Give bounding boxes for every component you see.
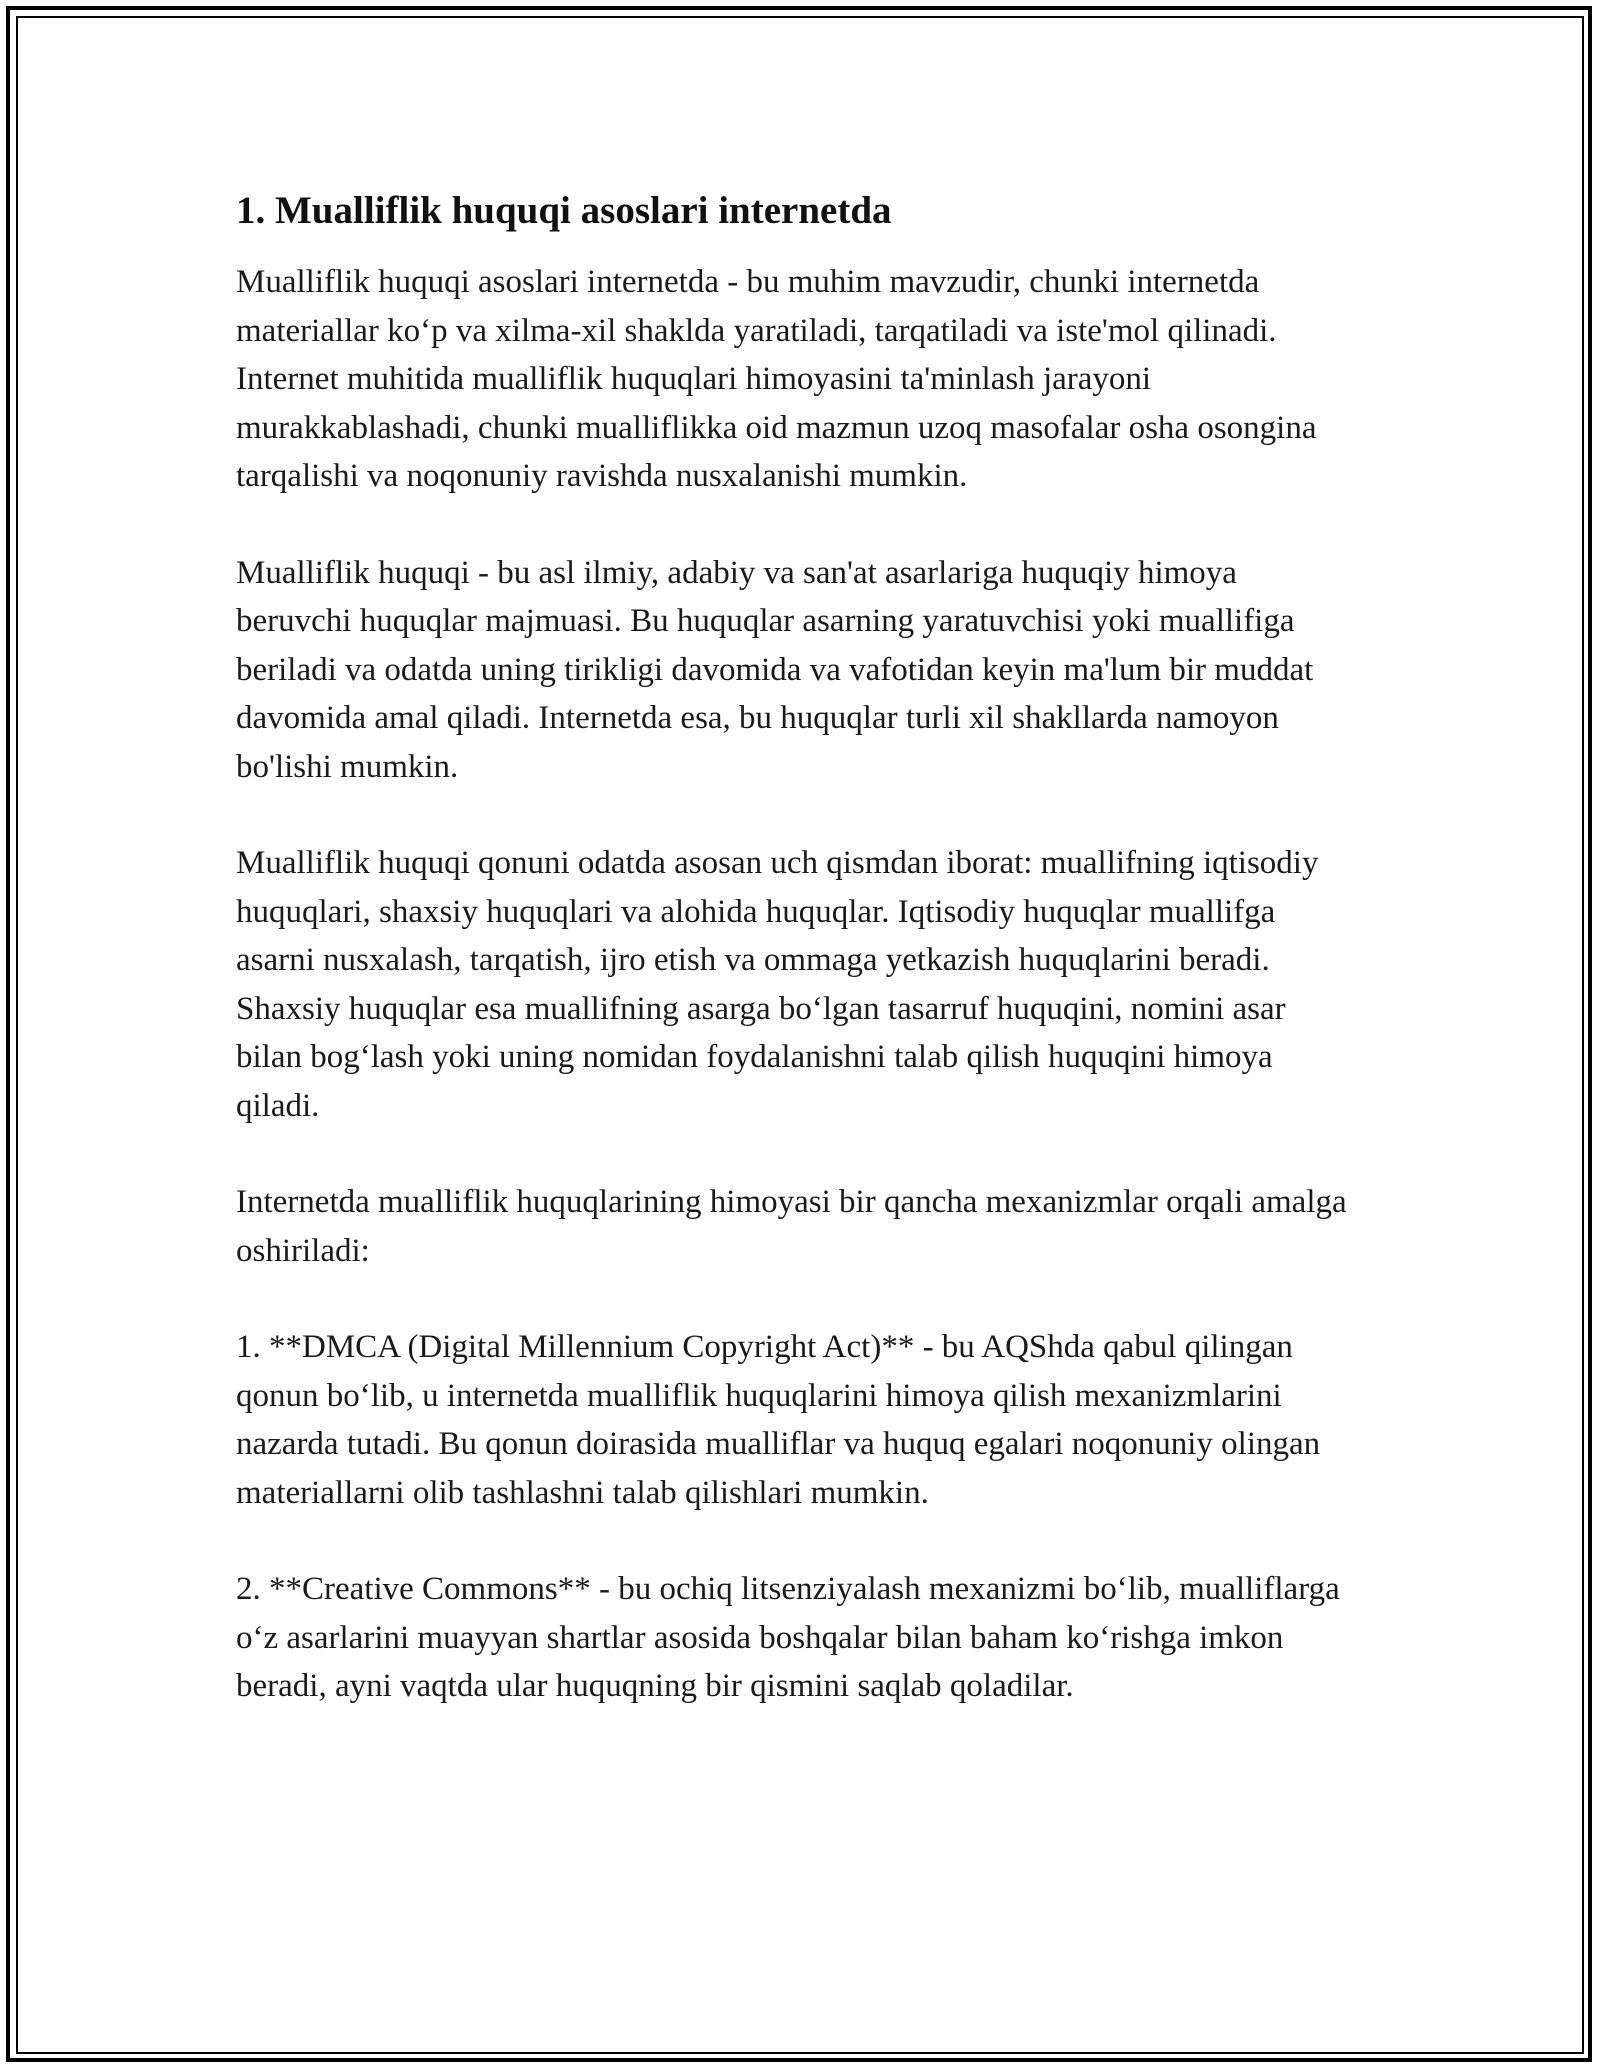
section-heading: 1. Mualliflik huquqi asoslari internetda [236, 189, 892, 232]
list-item-creative-commons: 2. **Creative Commons** - bu ochiq litsenziyalash mexanizmi bo‘lib, mualliflarga o‘z asarlarini muayyan shartlar asosida boshqalar bilan baham ko‘rishga imkon beradi, ayni vaqtda ular huquqning bir qismini saqlab qoladilar. [236, 1571, 1340, 1704]
paragraph-law-parts: Mualliflik huquqi qonuni odatda asosan uch qismdan iborat: muallifning iqtisodiy huquqlari, shaxsiy huquqlari va alohida huquqlar. Iqtisodiy huquqlar muallifga asarni nusxalash, tarqatish, ijro etish va ommaga yetkazish huquqlarini beradi. Shaxsiy huquqlar esa muallifning asarga bo‘lgan tasarruf huquqini, nomini asar bilan bog‘lash yoki uning nomidan foydalanishni talab qilish huquqini himoya qiladi. [236, 845, 1319, 1124]
document-body [236, 186, 1356, 1759]
list-item-dmca: 1. **DMCA (Digital Millennium Copyright Act)** - bu AQShda qabul qilingan qonun bo‘lib, u internetda mualliflik huquqlarini himoya qilish mexanizmlarini nazarda tutadi. Bu qonun doirasida mualliflar va huquq egalari noqonuniy olingan materiallarni olib tashlashni talab qilishlari mumkin. [236, 1329, 1321, 1511]
paragraph-definition: Mualliflik huquqi - bu asl ilmiy, adabiy va san'at asarlariga huquqiy himoya beruvchi huquqlar majmuasi. Bu huquqlar asarning yaratuvchisi yoki muallifiga beriladi va odatda uning tirikligi davomida va vafotidan keyin ma'lum bir muddat davomida amal qiladi. Internetda esa, bu huquqlar turli xil shakllarda namoyon bo'lishi mumkin. [236, 554, 1314, 785]
paragraph-mechanisms-intro: Internetda mualliflik huquqlarining himoyasi bir qancha mexanizmlar orqali amalga oshiriladi: [236, 1184, 1347, 1269]
paragraph-intro: Mualliflik huquqi asoslari internetda - bu muhim mavzudir, chunki internetda materiallar ko‘p va xilma-xil shaklda yaratiladi, tarqatiladi va iste'mol qilinadi. Internet muhitida mualliflik huquqlari himoyasini ta'minlash jarayoni murakkablashadi, chunki mualliflikka oid mazmun uzoq masofalar osha osongina tarqalishi va noqonuniy ravishda nusxalanishi mumkin. [236, 264, 1317, 494]
